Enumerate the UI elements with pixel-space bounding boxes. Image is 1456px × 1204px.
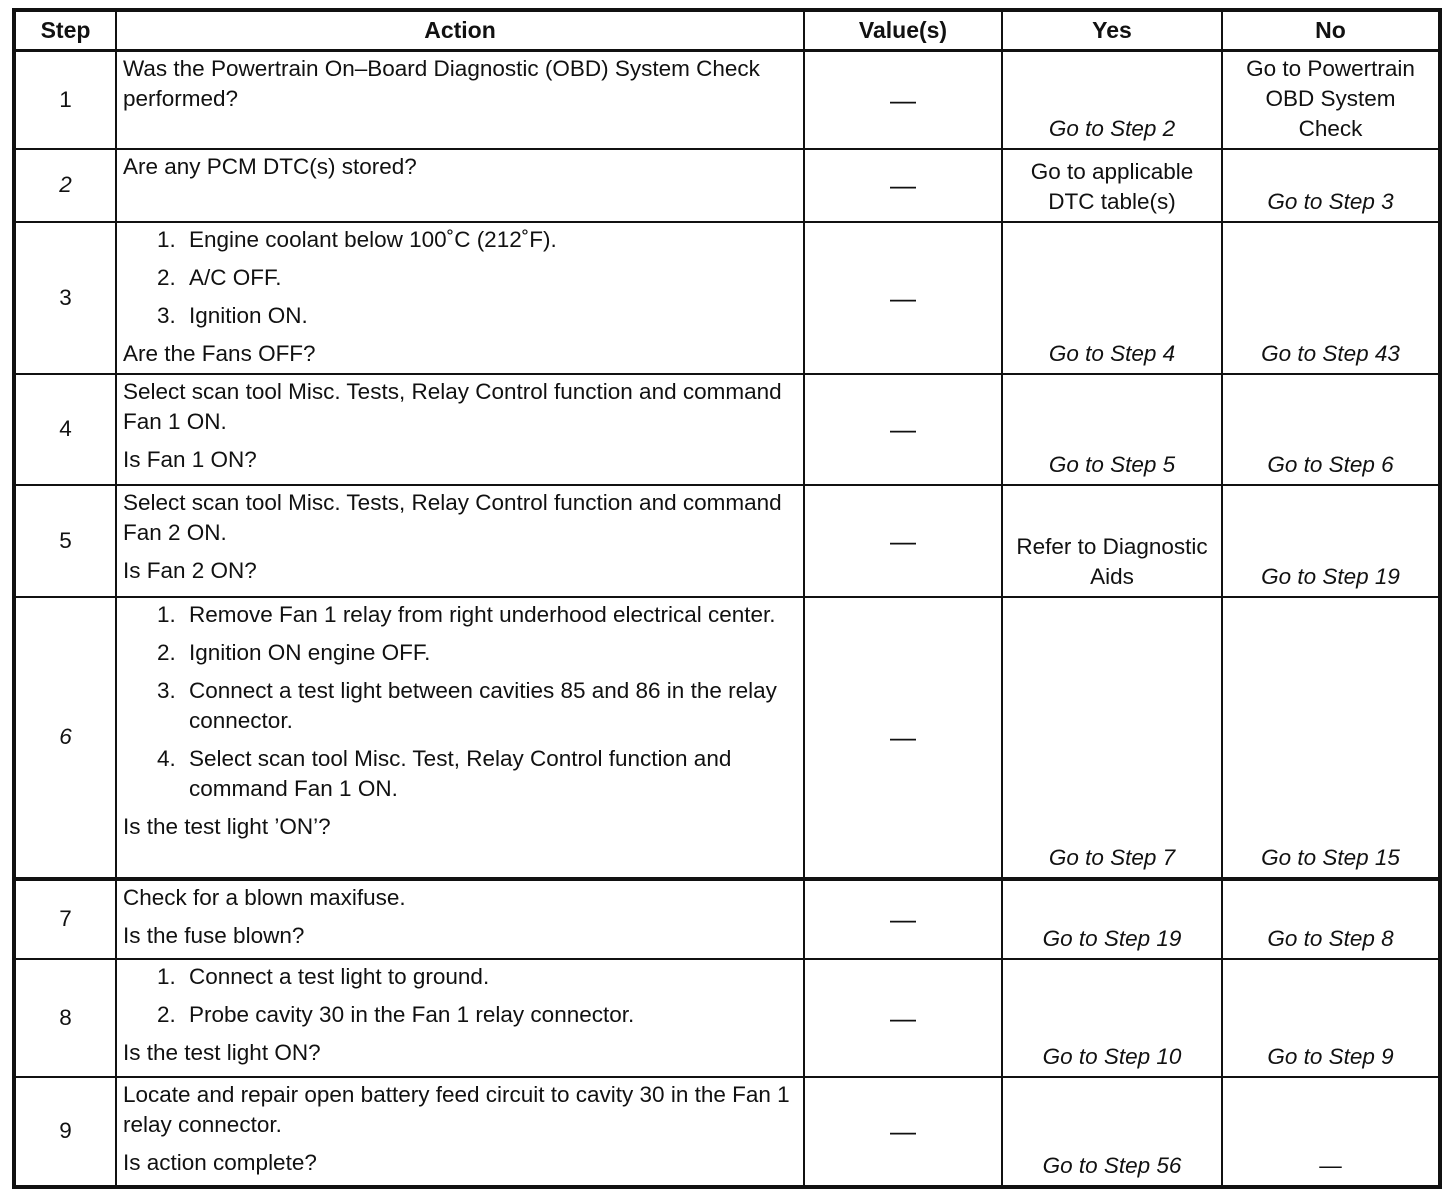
no-outcome xyxy=(1222,374,1440,485)
table-row xyxy=(14,149,1440,222)
no-outcome xyxy=(1222,222,1440,374)
no-outcome xyxy=(1222,149,1440,222)
action-step-number: 3. xyxy=(157,677,176,703)
step-number: 1 xyxy=(14,51,116,149)
yes-outcome xyxy=(1002,485,1222,597)
yes-outcome-text: Go to Step 4 xyxy=(1048,340,1176,366)
action-cell xyxy=(116,222,804,374)
value-cell: — xyxy=(804,222,1002,374)
yes-outcome-text: Go to Step 56 xyxy=(1042,1152,1182,1178)
action-step-number: 2. xyxy=(157,264,176,290)
table-body xyxy=(14,51,1440,1187)
action-steps-list xyxy=(123,962,795,1030)
header-step: Step xyxy=(14,10,116,51)
action-cell xyxy=(116,597,804,879)
action-instruction: Select scan tool Misc. Tests, Relay Control function and command Fan 1 ON. xyxy=(123,378,782,434)
action-question: Is action complete? xyxy=(123,1149,317,1175)
yes-outcome xyxy=(1002,222,1222,374)
no-outcome xyxy=(1222,597,1440,879)
action-question: Is Fan 1 ON? xyxy=(123,446,257,472)
no-outcome xyxy=(1222,51,1440,149)
header-action: Action xyxy=(116,10,804,51)
yes-outcome-text: Go to Step 10 xyxy=(1042,1043,1182,1069)
action-step-text: Engine coolant below 100˚C (212˚F). xyxy=(189,226,557,252)
action-step-item xyxy=(157,225,795,255)
action-cell xyxy=(116,1077,804,1187)
header-row xyxy=(14,10,1440,51)
step-number: 2 xyxy=(14,149,116,222)
action-steps-list xyxy=(123,225,795,331)
step-number: 6 xyxy=(14,597,116,879)
value-cell: — xyxy=(804,374,1002,485)
action-step-text: A/C OFF. xyxy=(189,264,282,290)
table-row xyxy=(14,485,1440,597)
yes-outcome xyxy=(1002,879,1222,959)
action-step-item xyxy=(157,1000,795,1030)
table-row xyxy=(14,879,1440,959)
yes-outcome xyxy=(1002,959,1222,1077)
table-row xyxy=(14,51,1440,149)
action-step-number: 1. xyxy=(157,226,176,252)
action-step-item xyxy=(157,301,795,331)
yes-outcome xyxy=(1002,1077,1222,1187)
header-no: No xyxy=(1222,10,1440,51)
yes-outcome xyxy=(1002,149,1222,222)
diagnostic-table xyxy=(12,8,1442,1189)
action-step-item xyxy=(157,962,795,992)
yes-outcome xyxy=(1002,51,1222,149)
value-cell: — xyxy=(804,597,1002,879)
value-cell: — xyxy=(804,51,1002,149)
no-outcome xyxy=(1222,879,1440,959)
action-step-text: Ignition ON engine OFF. xyxy=(189,639,431,665)
action-cell xyxy=(116,485,804,597)
action-step-number: 2. xyxy=(157,1001,176,1027)
action-question: Are the Fans OFF? xyxy=(123,340,316,366)
action-cell xyxy=(116,51,804,149)
action-instruction: Select scan tool Misc. Tests, Relay Control function and command Fan 2 ON. xyxy=(123,489,782,545)
action-question: Is Fan 2 ON? xyxy=(123,557,257,583)
action-step-item xyxy=(157,263,795,293)
yes-outcome xyxy=(1002,374,1222,485)
header-values: Value(s) xyxy=(804,10,1002,51)
no-outcome-text: Go to Step 8 xyxy=(1267,925,1394,951)
value-cell: — xyxy=(804,1077,1002,1187)
step-number: 3 xyxy=(14,222,116,374)
action-step-number: 4. xyxy=(157,745,176,771)
action-cell xyxy=(116,374,804,485)
action-instruction: Check for a blown maxifuse. xyxy=(123,884,406,910)
action-cell xyxy=(116,149,804,222)
no-outcome-text: Go to Powertrain OBD System Check xyxy=(1246,55,1415,141)
step-number: 8 xyxy=(14,959,116,1077)
no-outcome xyxy=(1222,1077,1440,1187)
action-step-number: 1. xyxy=(157,963,176,989)
value-cell: — xyxy=(804,879,1002,959)
action-step-text: Remove Fan 1 relay from right underhood electrical center. xyxy=(189,601,776,627)
yes-outcome-text: Go to Step 5 xyxy=(1048,451,1176,477)
yes-outcome-text: Go to applicable DTC table(s) xyxy=(1030,158,1194,214)
yes-outcome xyxy=(1002,597,1222,879)
no-outcome xyxy=(1222,485,1440,597)
action-question: Is the fuse blown? xyxy=(123,922,305,948)
step-number: 5 xyxy=(14,485,116,597)
table-row xyxy=(14,374,1440,485)
action-step-item xyxy=(157,600,795,630)
action-step-item xyxy=(157,676,795,736)
header-yes: Yes xyxy=(1002,10,1222,51)
no-outcome-text: — xyxy=(1319,1152,1342,1178)
step-number: 7 xyxy=(14,879,116,959)
table-row xyxy=(14,222,1440,374)
no-outcome-text: Go to Step 9 xyxy=(1267,1043,1394,1069)
action-question: Is the test light ’ON’? xyxy=(123,813,331,839)
action-step-text: Connect a test light between cavities 85 and 86 in the relay connector. xyxy=(189,677,777,733)
action-step-text: Connect a test light to ground. xyxy=(189,963,490,989)
action-instruction: Locate and repair open battery feed circuit to cavity 30 in the Fan 1 relay connector. xyxy=(123,1081,790,1137)
table-row xyxy=(14,959,1440,1077)
action-step-number: 1. xyxy=(157,601,176,627)
action-step-item xyxy=(157,744,795,804)
no-outcome xyxy=(1222,959,1440,1077)
value-cell: — xyxy=(804,485,1002,597)
no-outcome-text: Go to Step 19 xyxy=(1261,563,1400,589)
action-instruction: Are any PCM DTC(s) stored? xyxy=(123,153,417,179)
action-cell xyxy=(116,959,804,1077)
action-step-number: 2. xyxy=(157,639,176,665)
action-instruction: Was the Powertrain On–Board Diagnostic (OBD) System Check performed? xyxy=(123,56,760,111)
value-cell: — xyxy=(804,149,1002,222)
action-step-text: Probe cavity 30 in the Fan 1 relay connector. xyxy=(189,1001,635,1027)
no-outcome-text: Go to Step 15 xyxy=(1261,844,1400,870)
yes-outcome-text: Go to Step 7 xyxy=(1048,844,1176,870)
yes-outcome-text: Refer to Diagnostic Aids xyxy=(1016,533,1208,589)
action-steps-list xyxy=(123,600,795,804)
action-cell xyxy=(116,879,804,959)
action-question: Is the test light ON? xyxy=(123,1039,321,1065)
no-outcome-text: Go to Step 6 xyxy=(1267,451,1394,477)
yes-outcome-text: Go to Step 2 xyxy=(1048,115,1176,141)
step-number: 9 xyxy=(14,1077,116,1187)
value-cell: — xyxy=(804,959,1002,1077)
no-outcome-text: Go to Step 3 xyxy=(1267,188,1394,214)
action-step-text: Select scan tool Misc. Test, Relay Control function and command Fan 1 ON. xyxy=(189,745,732,801)
action-step-item xyxy=(157,638,795,668)
action-step-number: 3. xyxy=(157,302,176,328)
no-outcome-text: Go to Step 43 xyxy=(1261,340,1400,366)
action-step-text: Ignition ON. xyxy=(189,302,308,328)
yes-outcome-text: Go to Step 19 xyxy=(1042,925,1182,951)
table-row xyxy=(14,1077,1440,1187)
table-row xyxy=(14,597,1440,879)
step-number: 4 xyxy=(14,374,116,485)
